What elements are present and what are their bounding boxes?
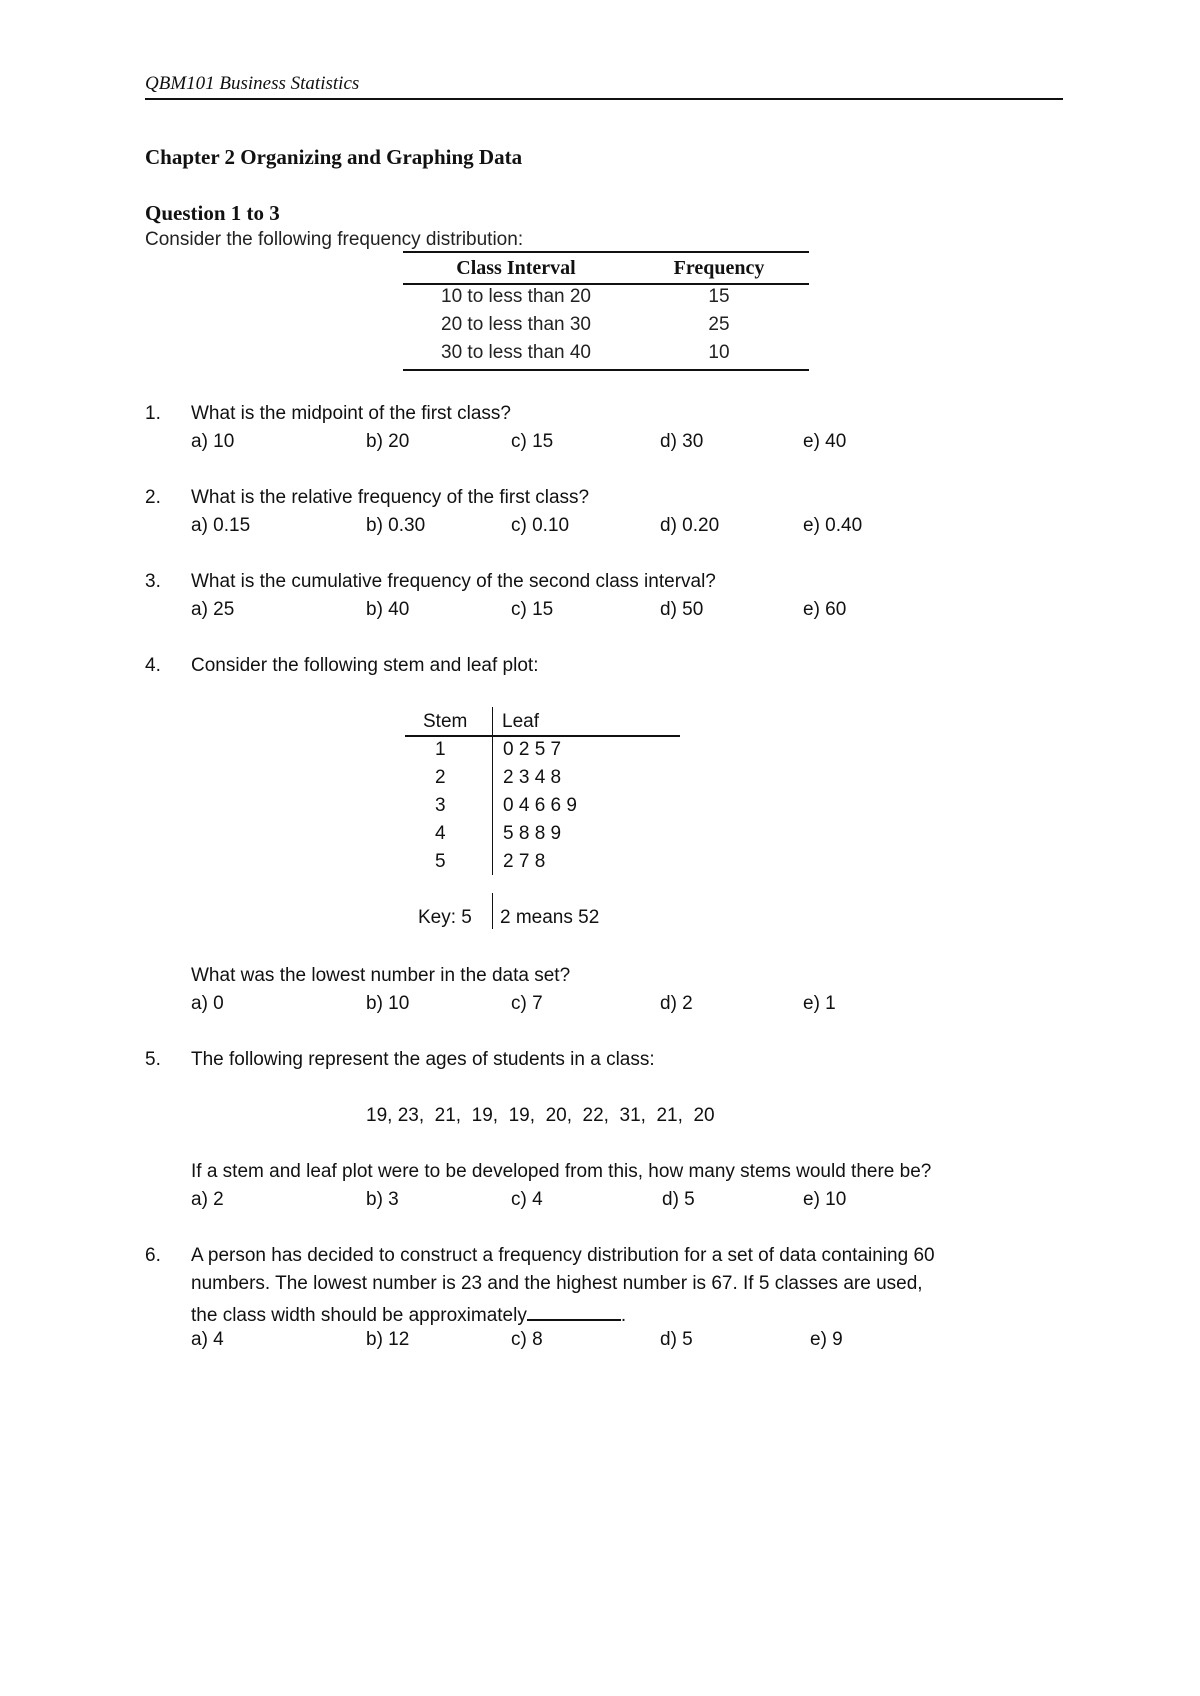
question-number: 6. [145, 1245, 161, 1266]
question-followup: If a stem and leaf plot were to be developed from this, how many stems would there be? [191, 1161, 932, 1182]
stem-leaf-key-meaning: 2 means 52 [500, 907, 600, 928]
question-text: Consider the following stem and leaf plot: [191, 655, 539, 676]
leaf-values: 5 8 8 9 [503, 823, 562, 844]
answer-blank [527, 1301, 621, 1321]
answer-option-e: e) 60 [803, 599, 847, 620]
answer-option-e: e) 1 [803, 993, 836, 1014]
answer-option-a: a) 25 [191, 599, 235, 620]
chapter-title: Chapter 2 Organizing and Graphing Data [145, 145, 523, 169]
answer-option-d: d) 5 [662, 1189, 695, 1210]
answer-option-d: d) 5 [660, 1329, 693, 1350]
stem-leaf-key-label: Key: 5 [418, 907, 472, 928]
answer-option-d: d) 50 [660, 599, 704, 620]
table-header-frequency: Frequency [673, 257, 765, 279]
table-top-rule [403, 251, 809, 253]
stem-value: 4 [435, 823, 446, 844]
answer-option-c: c) 4 [511, 1189, 543, 1210]
question-text: What is the midpoint of the first class? [191, 403, 511, 424]
answer-option-e: e) 9 [810, 1329, 843, 1350]
table-bottom-rule [403, 369, 809, 371]
answer-option-a: a) 0 [191, 993, 224, 1014]
question-text: What is the relative frequency of the first class? [191, 487, 590, 508]
answer-option-b: b) 12 [366, 1329, 410, 1350]
key-divider [492, 893, 493, 929]
answer-option-d: d) 0.20 [660, 515, 720, 536]
table-cell: 20 to less than 30 [441, 314, 591, 335]
running-head: QBM101 Business Statistics [145, 73, 360, 94]
stem-value: 3 [435, 795, 446, 816]
intro-text: Consider the following frequency distribution: [145, 229, 524, 250]
question-text-period: . [620, 1305, 627, 1326]
answer-option-a: a) 10 [191, 431, 235, 452]
header-rule [145, 98, 1063, 100]
question-number: 3. [145, 571, 161, 592]
table-cell: 10 to less than 20 [441, 286, 591, 307]
answer-option-b: b) 40 [366, 599, 410, 620]
stem-value: 5 [435, 851, 446, 872]
answer-option-e: e) 40 [803, 431, 847, 452]
section-title: Question 1 to 3 [145, 201, 280, 225]
stem-leaf-divider [492, 707, 493, 875]
question-text: The following represent the ages of students in a class: [191, 1049, 655, 1070]
stem-value: 2 [435, 767, 446, 788]
table-cell: 25 [708, 314, 730, 335]
answer-option-d: d) 2 [660, 993, 693, 1014]
question-text-line [191, 1301, 626, 1327]
answer-option-e: e) 10 [803, 1189, 847, 1210]
answer-option-c: c) 15 [511, 599, 554, 620]
stem-header: Stem [423, 711, 468, 732]
leaf-header: Leaf [502, 711, 539, 732]
ages-data-line: 19, 23, 21, 19, 19, 20, 22, 31, 21, 20 [366, 1105, 715, 1126]
table-header-rule [403, 283, 809, 285]
answer-option-a: a) 0.15 [191, 515, 251, 536]
answer-option-e: e) 0.40 [803, 515, 863, 536]
stem-value: 1 [435, 739, 446, 760]
leaf-values: 0 4 6 6 9 [503, 795, 577, 816]
answer-option-d: d) 30 [660, 431, 704, 452]
question-followup: What was the lowest number in the data set? [191, 965, 571, 986]
answer-option-c: c) 7 [511, 993, 543, 1014]
leaf-values: 2 7 8 [503, 851, 546, 872]
question-text-segment: the class width should be approximately [191, 1305, 527, 1326]
answer-option-b: b) 0.30 [366, 515, 426, 536]
question-text: What is the cumulative frequency of the second class interval? [191, 571, 716, 592]
table-header-class-interval: Class Interval [456, 257, 576, 279]
question-number: 5. [145, 1049, 161, 1070]
table-cell: 10 [708, 342, 730, 363]
answer-option-b: b) 20 [366, 431, 410, 452]
question-number: 2. [145, 487, 161, 508]
leaf-values: 2 3 4 8 [503, 767, 562, 788]
answer-option-a: a) 4 [191, 1329, 224, 1350]
question-text-line: numbers. The lowest number is 23 and the highest number is 67. If 5 classes are used, [191, 1273, 923, 1294]
question-number: 1. [145, 403, 161, 424]
leaf-values: 0 2 5 7 [503, 739, 562, 760]
answer-option-a: a) 2 [191, 1189, 224, 1210]
answer-option-b: b) 10 [366, 993, 410, 1014]
stem-leaf-header-rule [405, 735, 680, 737]
answer-option-c: c) 8 [511, 1329, 543, 1350]
answer-option-c: c) 15 [511, 431, 554, 452]
table-cell: 15 [708, 286, 730, 307]
table-cell: 30 to less than 40 [441, 342, 591, 363]
answer-option-c: c) 0.10 [511, 515, 570, 536]
question-text-line: A person has decided to construct a frequency distribution for a set of data containing 60 [191, 1245, 935, 1266]
question-number: 4. [145, 655, 161, 676]
answer-option-b: b) 3 [366, 1189, 399, 1210]
